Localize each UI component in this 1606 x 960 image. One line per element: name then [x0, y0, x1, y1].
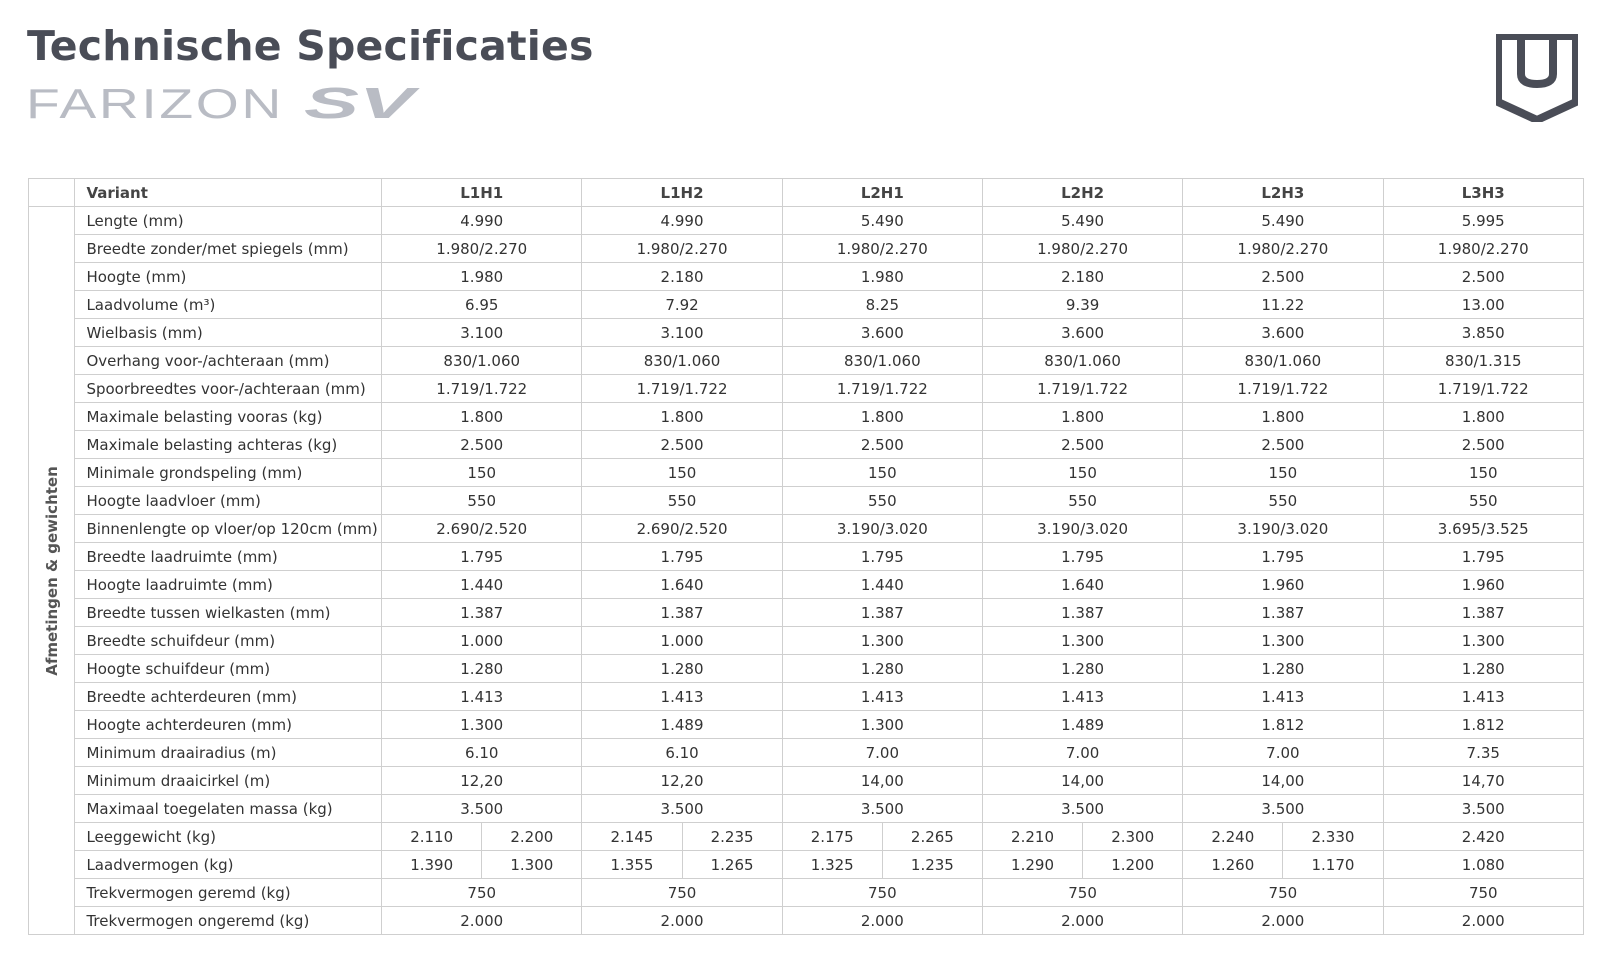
table-row: [29, 879, 1584, 907]
table-cell: 1.387: [782, 599, 982, 627]
table-row: [29, 907, 1584, 935]
table-cell: 6.95: [382, 291, 582, 319]
table-cell: 1.300: [1183, 627, 1383, 655]
table-cell: 1.800: [982, 403, 1182, 431]
table-cell: 4.990: [582, 207, 782, 235]
table-cell: 1.300: [782, 627, 982, 655]
table-cell: 1.800: [1183, 403, 1383, 431]
table-cell: 3.100: [382, 319, 582, 347]
table-cell: 1.440: [782, 571, 982, 599]
row-label: Laadvolume (m³): [75, 291, 382, 319]
table-cell: 2.300: [1083, 823, 1183, 851]
table-cell: 1.265: [682, 851, 782, 879]
table-cell: 1.413: [1183, 683, 1383, 711]
table-cell: 2.330: [1283, 823, 1383, 851]
table-row: [29, 459, 1584, 487]
table-cell: 2.500: [382, 431, 582, 459]
table-cell: 2.500: [982, 431, 1182, 459]
table-cell: 1.413: [1383, 683, 1583, 711]
row-label: Hoogte laadruimte (mm): [75, 571, 382, 599]
table-cell: 14,00: [782, 767, 982, 795]
table-cell: 1.795: [782, 543, 982, 571]
table-cell: 1.489: [982, 711, 1182, 739]
table-cell: 1.719/1.722: [782, 375, 982, 403]
table-cell: 150: [582, 459, 782, 487]
table-cell: 2.000: [1383, 907, 1583, 935]
row-label: Breedte schuifdeur (mm): [75, 627, 382, 655]
table-cell: 550: [1183, 487, 1383, 515]
table-cell: 1.390: [382, 851, 482, 879]
table-cell: 830/1.060: [1183, 347, 1383, 375]
table-cell: 5.490: [782, 207, 982, 235]
table-cell: 1.980/2.270: [382, 235, 582, 263]
table-cell: 1.980/2.270: [1383, 235, 1583, 263]
table-cell: 5.490: [1183, 207, 1383, 235]
table-cell: 150: [782, 459, 982, 487]
table-cell: 1.812: [1383, 711, 1583, 739]
table-cell: 2.180: [982, 263, 1182, 291]
header-L2H1: L2H1: [782, 179, 982, 207]
table-cell: 2.500: [582, 431, 782, 459]
table-cell: 1.280: [1183, 655, 1383, 683]
table-cell: 550: [582, 487, 782, 515]
table-row: [29, 823, 1584, 851]
table-cell: 1.980: [382, 263, 582, 291]
table-cell: 550: [782, 487, 982, 515]
table-cell: 1.980/2.270: [782, 235, 982, 263]
table-row: [29, 515, 1584, 543]
table-cell: 1.640: [982, 571, 1182, 599]
table-cell: 1.413: [782, 683, 982, 711]
page-title: Technische Specificaties: [27, 22, 594, 70]
table-cell: 1.980/2.270: [982, 235, 1182, 263]
table-cell: 1.280: [1383, 655, 1583, 683]
table-cell: 1.719/1.722: [1383, 375, 1583, 403]
table-cell: 1.489: [582, 711, 782, 739]
table-cell: 2.235: [682, 823, 782, 851]
table-cell: 2.000: [582, 907, 782, 935]
row-label: Hoogte achterdeuren (mm): [75, 711, 382, 739]
header-L2H2: L2H2: [982, 179, 1182, 207]
table-cell: 7.00: [1183, 739, 1383, 767]
table-cell: 3.600: [982, 319, 1182, 347]
brand-model: SV: [304, 80, 421, 124]
row-label: Breedte laadruimte (mm): [75, 543, 382, 571]
table-cell: 2.240: [1183, 823, 1283, 851]
table-cell: 830/1.060: [582, 347, 782, 375]
table-cell: 1.300: [782, 711, 982, 739]
table-cell: 3.190/3.020: [982, 515, 1182, 543]
brand-name: FARIZON: [26, 80, 284, 124]
row-label: Spoorbreedtes voor-/achteraan (mm): [75, 375, 382, 403]
table-cell: 1.000: [582, 627, 782, 655]
table-cell: 2.265: [882, 823, 982, 851]
row-label: Wielbasis (mm): [75, 319, 382, 347]
table-cell: 3.190/3.020: [782, 515, 982, 543]
row-label: Leeggewicht (kg): [75, 823, 382, 851]
table-cell: 830/1.315: [1383, 347, 1583, 375]
table-cell: 1.795: [382, 543, 582, 571]
table-cell: 750: [382, 879, 582, 907]
row-label: Maximale belasting vooras (kg): [75, 403, 382, 431]
table-cell: 2.000: [982, 907, 1182, 935]
table-row: [29, 599, 1584, 627]
table-cell: 2.175: [782, 823, 882, 851]
table-cell: 3.500: [382, 795, 582, 823]
table-cell: 1.387: [382, 599, 582, 627]
table-cell: 2.180: [582, 263, 782, 291]
row-label: Minimum draaicirkel (m): [75, 767, 382, 795]
table-cell: 3.500: [1383, 795, 1583, 823]
table-cell: 2.690/2.520: [582, 515, 782, 543]
table-cell: 3.100: [582, 319, 782, 347]
table-cell: 1.280: [582, 655, 782, 683]
table-row: [29, 851, 1584, 879]
table-cell: 1.719/1.722: [382, 375, 582, 403]
table-cell: 14,00: [1183, 767, 1383, 795]
table-cell: 2.690/2.520: [382, 515, 582, 543]
table-cell: 1.300: [1383, 627, 1583, 655]
table-cell: 9.39: [982, 291, 1182, 319]
table-cell: 1.235: [882, 851, 982, 879]
table-cell: 1.800: [582, 403, 782, 431]
table-cell: 1.355: [582, 851, 682, 879]
table-cell: 1.980/2.270: [582, 235, 782, 263]
header-L1H2: L1H2: [582, 179, 782, 207]
row-label: Breedte achterdeuren (mm): [75, 683, 382, 711]
table-cell: 12,20: [382, 767, 582, 795]
table-row: [29, 403, 1584, 431]
table-cell: 150: [982, 459, 1182, 487]
table-row: [29, 347, 1584, 375]
row-label: Hoogte (mm): [75, 263, 382, 291]
shield-logo-icon: [1496, 34, 1578, 122]
row-label: Minimale grondspeling (mm): [75, 459, 382, 487]
table-cell: 830/1.060: [782, 347, 982, 375]
row-label: Overhang voor-/achteraan (mm): [75, 347, 382, 375]
table-cell: 1.960: [1383, 571, 1583, 599]
table-cell: 1.413: [382, 683, 582, 711]
header-row: [29, 179, 1584, 207]
table-cell: 1.440: [382, 571, 582, 599]
table-cell: 1.300: [382, 711, 582, 739]
table-cell: 8.25: [782, 291, 982, 319]
table-row: [29, 795, 1584, 823]
table-row: [29, 711, 1584, 739]
table-cell: 6.10: [582, 739, 782, 767]
table-cell: 1.080: [1383, 851, 1583, 879]
corner-cell: [29, 179, 75, 207]
table-cell: 2.110: [382, 823, 482, 851]
table-cell: 750: [982, 879, 1182, 907]
table-cell: 3.500: [982, 795, 1182, 823]
table-cell: 1.795: [1183, 543, 1383, 571]
table-cell: 3.850: [1383, 319, 1583, 347]
table-cell: 1.960: [1183, 571, 1383, 599]
table-cell: 1.387: [1183, 599, 1383, 627]
table-cell: 1.640: [582, 571, 782, 599]
section-label-cell: [29, 207, 75, 935]
table-cell: 1.719/1.722: [982, 375, 1182, 403]
table-cell: 1.800: [782, 403, 982, 431]
table-cell: 5.490: [982, 207, 1182, 235]
table-cell: 830/1.060: [382, 347, 582, 375]
table-row: [29, 655, 1584, 683]
row-label: Breedte zonder/met spiegels (mm): [75, 235, 382, 263]
table-cell: 3.695/3.525: [1383, 515, 1583, 543]
farizon-sv-logo: [26, 80, 426, 124]
row-label: Lengte (mm): [75, 207, 382, 235]
table-cell: 1.387: [982, 599, 1182, 627]
table-cell: 830/1.060: [982, 347, 1182, 375]
table-cell: 7.00: [982, 739, 1182, 767]
table-cell: 750: [1183, 879, 1383, 907]
table-cell: 1.387: [582, 599, 782, 627]
table-row: [29, 207, 1584, 235]
header-variant: Variant: [75, 179, 382, 207]
table-row: [29, 291, 1584, 319]
table-row: [29, 543, 1584, 571]
table-cell: 1.260: [1183, 851, 1283, 879]
table-cell: 7.35: [1383, 739, 1583, 767]
table-row: [29, 767, 1584, 795]
table-cell: 1.719/1.722: [582, 375, 782, 403]
table-cell: 1.280: [982, 655, 1182, 683]
table-cell: 14,00: [982, 767, 1182, 795]
table-row: [29, 487, 1584, 515]
table-cell: 2.500: [1183, 431, 1383, 459]
table-cell: 1.812: [1183, 711, 1383, 739]
table-cell: 750: [582, 879, 782, 907]
row-label: Breedte tussen wielkasten (mm): [75, 599, 382, 627]
table-cell: 1.795: [1383, 543, 1583, 571]
table-cell: 2.000: [382, 907, 582, 935]
table-cell: 1.795: [982, 543, 1182, 571]
table-cell: 1.800: [382, 403, 582, 431]
table-cell: 1.290: [982, 851, 1082, 879]
table-cell: 2.210: [982, 823, 1082, 851]
row-label: Maximale belasting achteras (kg): [75, 431, 382, 459]
table-cell: 5.995: [1383, 207, 1583, 235]
table-cell: 1.980/2.270: [1183, 235, 1383, 263]
table-cell: 1.387: [1383, 599, 1583, 627]
table-cell: 7.92: [582, 291, 782, 319]
table-cell: 2.420: [1383, 823, 1583, 851]
table-cell: 750: [1383, 879, 1583, 907]
row-label: Laadvermogen (kg): [75, 851, 382, 879]
table-row: [29, 627, 1584, 655]
table-cell: 1.795: [582, 543, 782, 571]
table-cell: 550: [982, 487, 1182, 515]
table-cell: 2.200: [482, 823, 582, 851]
table-cell: 1.300: [982, 627, 1182, 655]
table-row: [29, 683, 1584, 711]
table-row: [29, 319, 1584, 347]
table-cell: 1.300: [482, 851, 582, 879]
table-cell: 2.000: [1183, 907, 1383, 935]
table-cell: 3.600: [782, 319, 982, 347]
table-cell: 1.280: [382, 655, 582, 683]
header-L3H3: L3H3: [1383, 179, 1583, 207]
table-cell: 1.413: [982, 683, 1182, 711]
table-cell: 1.800: [1383, 403, 1583, 431]
table-cell: 1.980: [782, 263, 982, 291]
table-cell: 1.000: [382, 627, 582, 655]
table-row: [29, 375, 1584, 403]
table-row: [29, 739, 1584, 767]
table-cell: 1.719/1.722: [1183, 375, 1383, 403]
spec-table: [28, 178, 1584, 935]
header-L1H1: L1H1: [382, 179, 582, 207]
table-cell: 550: [382, 487, 582, 515]
table-cell: 150: [1183, 459, 1383, 487]
table-cell: 2.500: [782, 431, 982, 459]
table-cell: 1.280: [782, 655, 982, 683]
row-label: Maximaal toegelaten massa (kg): [75, 795, 382, 823]
table-cell: 550: [1383, 487, 1583, 515]
row-label: Minimum draairadius (m): [75, 739, 382, 767]
table-row: [29, 235, 1584, 263]
table-cell: 1.413: [582, 683, 782, 711]
row-label: Trekvermogen ongeremd (kg): [75, 907, 382, 935]
table-cell: 2.500: [1183, 263, 1383, 291]
table-cell: 11.22: [1183, 291, 1383, 319]
table-row: [29, 263, 1584, 291]
table-cell: 2.500: [1383, 431, 1583, 459]
row-label: Hoogte laadvloer (mm): [75, 487, 382, 515]
table-cell: 1.325: [782, 851, 882, 879]
section-label: Afmetingen & gewichten: [42, 465, 61, 676]
table-cell: 150: [1383, 459, 1583, 487]
row-label: Hoogte schuifdeur (mm): [75, 655, 382, 683]
table-cell: 14,70: [1383, 767, 1583, 795]
row-label: Binnenlengte op vloer/op 120cm (mm): [75, 515, 382, 543]
table-cell: 2.500: [1383, 263, 1583, 291]
table-cell: 3.600: [1183, 319, 1383, 347]
row-label: Trekvermogen geremd (kg): [75, 879, 382, 907]
table-cell: 2.145: [582, 823, 682, 851]
table-cell: 3.500: [782, 795, 982, 823]
table-cell: 1.200: [1083, 851, 1183, 879]
table-cell: 12,20: [582, 767, 782, 795]
table-cell: 2.000: [782, 907, 982, 935]
table-cell: 3.500: [582, 795, 782, 823]
table-row: [29, 431, 1584, 459]
table-cell: 1.170: [1283, 851, 1383, 879]
table-cell: 150: [382, 459, 582, 487]
table-cell: 13.00: [1383, 291, 1583, 319]
table-cell: 4.990: [382, 207, 582, 235]
table-row: [29, 571, 1584, 599]
table-cell: 6.10: [382, 739, 582, 767]
table-cell: 7.00: [782, 739, 982, 767]
table-cell: 3.500: [1183, 795, 1383, 823]
table-cell: 3.190/3.020: [1183, 515, 1383, 543]
header-L2H3: L2H3: [1183, 179, 1383, 207]
table-cell: 750: [782, 879, 982, 907]
